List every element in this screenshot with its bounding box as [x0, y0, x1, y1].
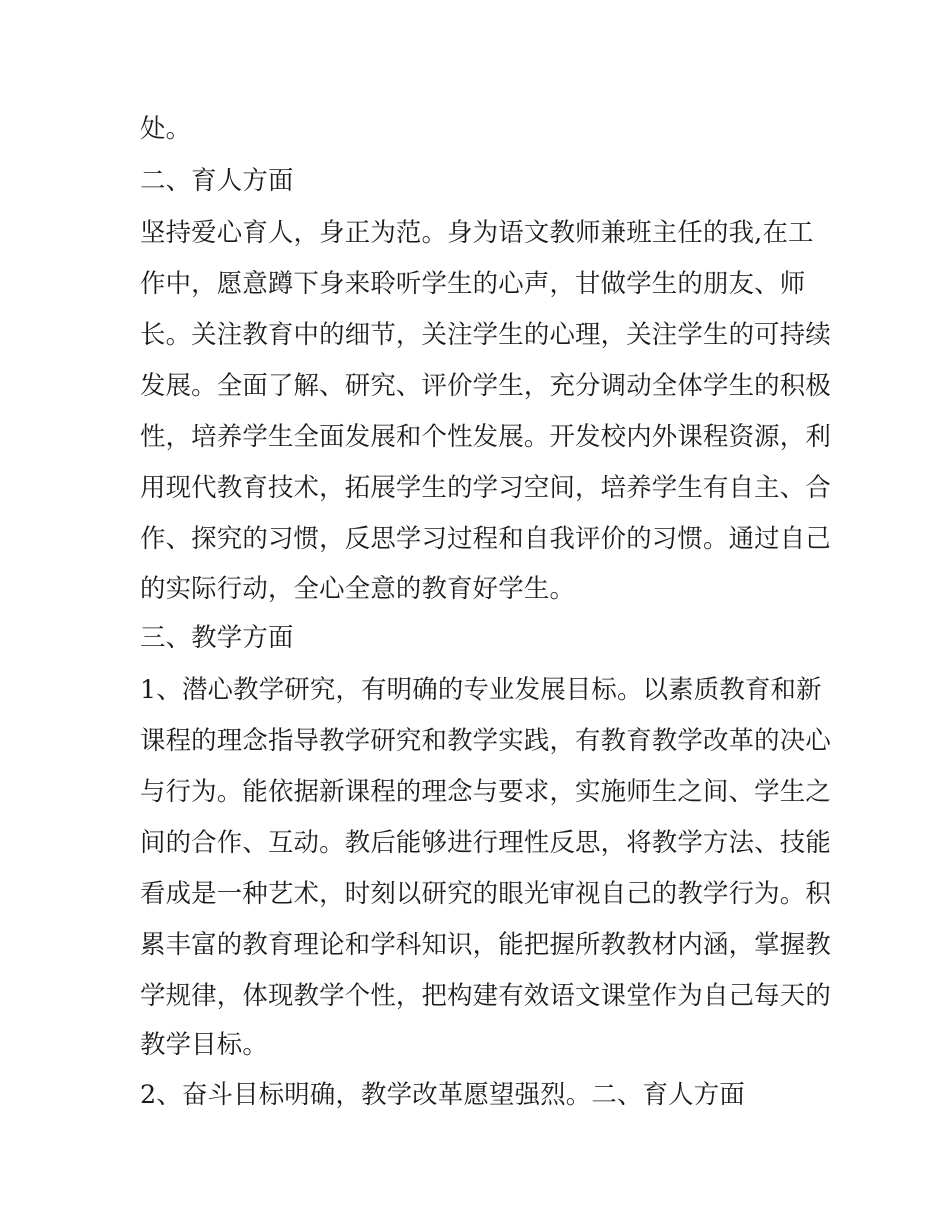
text-line: 长。关注教育中的细节，关注学生的心理，关注学生的可持续	[140, 319, 831, 349]
text-line: 性，培养学生全面发展和个性发展。开发校内外课程资源，利	[140, 421, 831, 451]
text-line: 累丰富的教育理论和学科知识，能把握所教教材内涵，掌握教	[140, 929, 831, 959]
text-line: 发展。全面了解、研究、评价学生，充分调动全体学生的积极	[140, 370, 831, 400]
section-heading-teaching: 三、教学方面	[140, 622, 294, 652]
section-heading-education: 二、育人方面	[140, 165, 294, 195]
text-line: 看成是一种艺术，时刻以研究的眼光审视自己的教学行为。积	[140, 878, 831, 908]
text-line-continuation: 处。	[140, 113, 192, 143]
text-line: 坚持爱心育人，身正为范。身为语文教师兼班主任的我,在工	[140, 217, 814, 247]
text-line: 教学目标。	[140, 1029, 268, 1059]
text-line: 的实际行动，全心全意的教育好学生。	[140, 573, 576, 603]
text-line: 作中，愿意蹲下身来聆听学生的心声，甘做学生的朋友、师	[140, 268, 806, 298]
text-line: 课程的理念指导教学研究和教学实践，有教育教学改革的决心	[140, 725, 831, 755]
text-line: 2、奋斗目标明确，教学改革愿望强烈。二、育人方面	[140, 1079, 745, 1109]
text-line: 与行为。能依据新课程的理念与要求，实施师生之间、学生之	[140, 776, 831, 806]
text-line: 学规律，体现教学个性，把构建有效语文课堂作为自己每天的	[140, 980, 831, 1010]
text-line: 间的合作、互动。教后能够进行理性反思，将教学方法、技能	[140, 827, 831, 857]
text-line: 1、潜心教学研究，有明确的专业发展目标。以素质教育和新	[140, 674, 822, 704]
text-line: 作、探究的习惯，反思学习过程和自我评价的习惯。通过自己	[140, 523, 831, 553]
text-line: 用现代教育技术，拓展学生的学习空间，培养学生有自主、合	[140, 472, 831, 502]
